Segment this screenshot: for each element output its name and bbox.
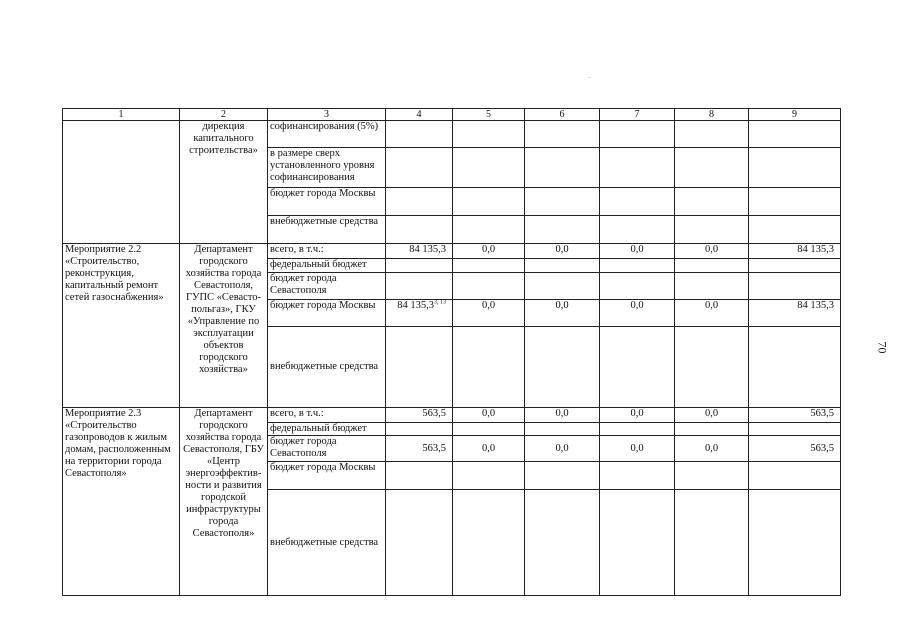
- value-cell: 563,5: [386, 436, 453, 462]
- funding-source: внебюджетные средства: [268, 490, 386, 596]
- table-row: [63, 244, 841, 259]
- col-number: 6: [525, 109, 600, 121]
- scan-speck: ..: [588, 74, 591, 80]
- executor-cell: дирекция капитального строительства»: [180, 121, 268, 244]
- funding-source: бюджет города Севастополя: [268, 273, 386, 300]
- page-number: 70: [875, 341, 890, 354]
- value-cell: 84 135,3$^{3, 13}$: [386, 300, 453, 327]
- funding-source: федеральный бюджет: [268, 259, 386, 273]
- funding-source: бюджет города Москвы: [268, 188, 386, 216]
- funding-source: всего, в т.ч.:: [268, 408, 386, 423]
- value-cell: 0,0: [525, 436, 600, 462]
- value-cell: 0,0: [600, 244, 675, 259]
- value-cell: 563,5: [749, 436, 841, 462]
- funding-source: в размере сверх установленного уровня софинансирования: [268, 148, 386, 188]
- value-cell: 563,5: [749, 408, 841, 423]
- value-cell: 0,0: [525, 408, 600, 423]
- budget-table: [62, 108, 841, 596]
- col-number: 2: [180, 109, 268, 121]
- col-number: 7: [600, 109, 675, 121]
- value-cell: 0,0: [453, 436, 525, 462]
- value-cell: 84 135,3: [749, 300, 841, 327]
- value-cell: 0,0: [453, 244, 525, 259]
- value-cell: 563,5: [386, 408, 453, 423]
- col-number: 4: [386, 109, 453, 121]
- table-row: [63, 408, 841, 423]
- measure-cell: Мероприятие 2.3 «Строительство газопроводов к жилым домам, расположенным на территории города Севастополя»: [63, 408, 180, 596]
- table-row: [63, 121, 841, 148]
- measure-cell: [63, 121, 180, 244]
- col-number: 8: [675, 109, 749, 121]
- funding-source: внебюджетные средства: [268, 327, 386, 408]
- column-number-row: [63, 109, 841, 121]
- value-cell: 0,0: [453, 408, 525, 423]
- funding-source: внебюджетные средства: [268, 216, 386, 244]
- value-cell: 84 135,3: [386, 244, 453, 259]
- value-cell: 0,0: [675, 244, 749, 259]
- value-cell: 0,0: [675, 300, 749, 327]
- executor-cell: Департамент городского хозяйства города Севастополя, ГУПС «Севасто-польгаз», ГКУ «Управление по эксплуатации объектов городского хозяйства»: [180, 244, 268, 408]
- funding-source: всего, в т.ч.:: [268, 244, 386, 259]
- funding-source: софинансирования (5%): [268, 121, 386, 148]
- value-cell: 0,0: [525, 300, 600, 327]
- value-cell: 0,0: [675, 436, 749, 462]
- funding-source: бюджет города Москвы: [268, 300, 386, 327]
- value-cell: 0,0: [600, 436, 675, 462]
- funding-source: бюджет города Севастополя: [268, 436, 386, 462]
- col-number: 9: [749, 109, 841, 121]
- funding-source: федеральный бюджет: [268, 423, 386, 436]
- col-number: 5: [453, 109, 525, 121]
- measure-cell: Мероприятие 2.2 «Строительство, реконструкция, капитальный ремонт сетей газоснабжения»: [63, 244, 180, 408]
- value-cell: 0,0: [453, 300, 525, 327]
- footnote-ref: 3, 13: [434, 299, 446, 306]
- executor-cell: Департамент городского хозяйства города Севастополя, ГБУ «Центр энергоэффектив-ности и развития городской инфраструктуры города Севастополя»: [180, 408, 268, 596]
- col-number: 3: [268, 109, 386, 121]
- funding-source: бюджет города Москвы: [268, 462, 386, 490]
- value-cell: 0,0: [600, 408, 675, 423]
- value-cell: 0,0: [600, 300, 675, 327]
- col-number: 1: [63, 109, 180, 121]
- value-cell: 0,0: [675, 408, 749, 423]
- value-cell: 84 135,3: [749, 244, 841, 259]
- value-cell: 0,0: [525, 244, 600, 259]
